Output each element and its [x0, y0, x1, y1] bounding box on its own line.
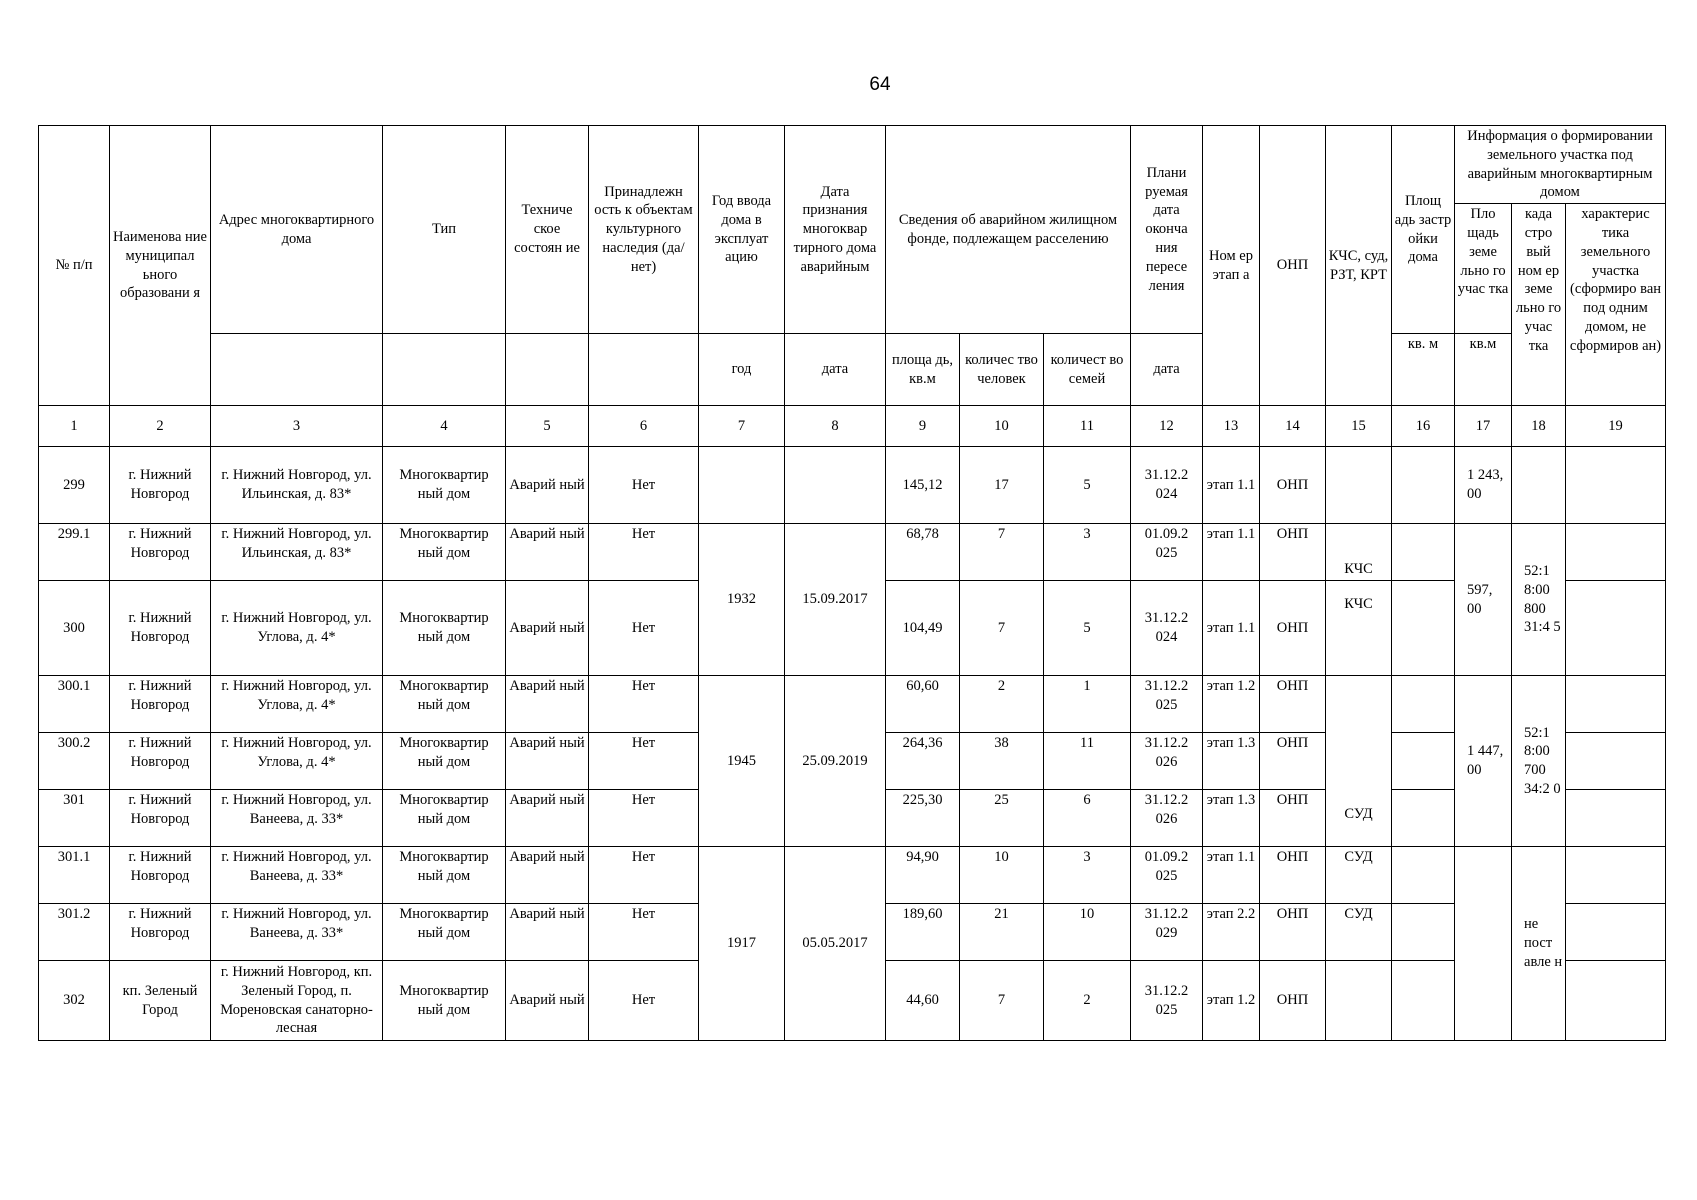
header-spacer	[589, 334, 699, 406]
cell-building-area	[1392, 961, 1455, 1041]
header-onp: ОНП	[1260, 126, 1326, 406]
cell-area: 145,12	[886, 447, 960, 524]
header-land-area: Пло щадь земе льно го учас тка	[1455, 204, 1512, 334]
cell-planned-date: 31.12.2 025	[1131, 676, 1203, 733]
header-tech-state: Техниче ское состоян ие	[506, 126, 589, 334]
cell-onp: ОНП	[1260, 904, 1326, 961]
cell-number: 300.2	[39, 733, 110, 790]
header-row-number: № п/п	[39, 126, 110, 406]
cell-planned-date: 31.12.2 029	[1131, 904, 1203, 961]
cell-people: 2	[960, 676, 1044, 733]
cell-families: 11	[1044, 733, 1131, 790]
column-number: 18	[1512, 406, 1566, 447]
cell-area: 68,78	[886, 524, 960, 581]
cell-number: 299.1	[39, 524, 110, 581]
cell-type: Многоквартир ный дом	[383, 447, 506, 524]
header-sub-people: количес тво человек	[960, 334, 1044, 406]
cell-stage: этап 1.1	[1203, 447, 1260, 524]
cell-number: 302	[39, 961, 110, 1041]
cell-land-area-merged	[1455, 847, 1512, 1041]
header-sub-building-area: кв. м	[1392, 334, 1455, 406]
cell-land-area: 1 243, 00	[1455, 447, 1512, 524]
cell-people: 10	[960, 847, 1044, 904]
cell-building-area	[1392, 581, 1455, 676]
cell-onp: ОНП	[1260, 961, 1326, 1041]
cell-characteristic	[1566, 581, 1666, 676]
header-sub-date: дата	[785, 334, 886, 406]
cell-kchs	[1326, 961, 1392, 1041]
cell-heritage: Нет	[589, 733, 699, 790]
cell-address: г. Нижний Новгород, ул. Ильинская, д. 83*	[211, 447, 383, 524]
page-number: 64	[869, 74, 891, 95]
cell-heritage: Нет	[589, 847, 699, 904]
cell-address: г. Нижний Новгород, ул. Углова, д. 4*	[211, 733, 383, 790]
cell-heritage: Нет	[589, 904, 699, 961]
column-number: 15	[1326, 406, 1392, 447]
cell-characteristic	[1566, 904, 1666, 961]
cell-address: г. Нижний Новгород, ул. Углова, д. 4*	[211, 676, 383, 733]
column-number: 4	[383, 406, 506, 447]
cell-planned-date: 31.12.2 026	[1131, 790, 1203, 847]
cell-area: 225,30	[886, 790, 960, 847]
cell-date	[785, 447, 886, 524]
cell-state: Аварий ный	[506, 447, 589, 524]
cell-heritage: Нет	[589, 676, 699, 733]
cell-year-merged: 1917	[699, 847, 785, 1041]
cell-stage: этап 2.2	[1203, 904, 1260, 961]
cell-people: 25	[960, 790, 1044, 847]
cell-year	[699, 447, 785, 524]
cell-kchs	[1326, 447, 1392, 524]
cell-area: 264,36	[886, 733, 960, 790]
cell-families: 10	[1044, 904, 1131, 961]
cell-address: г. Нижний Новгород, ул. Ильинская, д. 83*	[211, 524, 383, 581]
cell-address: г. Нижний Новгород, ул. Углова, д. 4*	[211, 581, 383, 676]
cell-state: Аварий ный	[506, 733, 589, 790]
cell-number: 300.1	[39, 676, 110, 733]
cell-characteristic	[1566, 961, 1666, 1041]
cell-onp: ОНП	[1260, 733, 1326, 790]
cell-stage: этап 1.2	[1203, 676, 1260, 733]
cell-building-area	[1392, 524, 1455, 581]
cell-building-area	[1392, 790, 1455, 847]
header-land-characteristic: характерис тика земельного участка (сформиро ван под одним домом, не сформиров ан)	[1566, 204, 1666, 406]
cell-date-merged: 25.09.2019	[785, 676, 886, 847]
cell-municipality: г. Нижний Новгород	[110, 847, 211, 904]
cell-heritage: Нет	[589, 790, 699, 847]
cell-people: 7	[960, 581, 1044, 676]
column-number: 2	[110, 406, 211, 447]
cell-municipality: г. Нижний Новгород	[110, 447, 211, 524]
cell-state: Аварий ный	[506, 904, 589, 961]
cell-municipality: г. Нижний Новгород	[110, 904, 211, 961]
cell-year-merged: 1932	[699, 524, 785, 676]
header-sub-area: площа дь, кв.м	[886, 334, 960, 406]
cell-heritage: Нет	[589, 524, 699, 581]
column-number: 13	[1203, 406, 1260, 447]
cell-onp: ОНП	[1260, 790, 1326, 847]
cell-type: Многоквартир ный дом	[383, 790, 506, 847]
cell-stage: этап 1.3	[1203, 733, 1260, 790]
header-type: Тип	[383, 126, 506, 334]
cell-address: г. Нижний Новгород, ул. Ванеева, д. 33*	[211, 904, 383, 961]
column-number: 17	[1455, 406, 1512, 447]
cell-families: 5	[1044, 581, 1131, 676]
cell-type: Многоквартир ный дом	[383, 676, 506, 733]
header-emergency-fund: Сведения об аварийном жилищном фонде, подлежащем расселению	[886, 126, 1131, 334]
cell-building-area	[1392, 447, 1455, 524]
cell-type: Многоквартир ный дом	[383, 581, 506, 676]
header-sub-land-area: кв.м	[1455, 334, 1512, 406]
emergency-housing-table	[38, 125, 1666, 1041]
cell-kchs: КЧС	[1326, 524, 1392, 581]
cell-heritage: Нет	[589, 961, 699, 1041]
column-number: 9	[886, 406, 960, 447]
cell-stage: этап 1.1	[1203, 524, 1260, 581]
cell-address: г. Нижний Новгород, ул. Ванеева, д. 33*	[211, 847, 383, 904]
cell-people: 21	[960, 904, 1044, 961]
header-stage: Ном ер этап а	[1203, 126, 1260, 406]
cell-stage: этап 1.1	[1203, 847, 1260, 904]
header-building-area: Площ адь застр ойки дома	[1392, 126, 1455, 334]
column-number: 12	[1131, 406, 1203, 447]
cell-type: Многоквартир ный дом	[383, 524, 506, 581]
cell-municipality: г. Нижний Новгород	[110, 733, 211, 790]
cell-planned-date: 01.09.2 025	[1131, 847, 1203, 904]
header-sub-families: количест во семей	[1044, 334, 1131, 406]
cell-characteristic	[1566, 847, 1666, 904]
header-municipality: Наименова ние муниципал ьного образовани я	[110, 126, 211, 406]
cell-number: 301.2	[39, 904, 110, 961]
header-kchs: КЧС, суд, РЗТ, КРТ	[1326, 126, 1392, 406]
cell-families: 2	[1044, 961, 1131, 1041]
column-number: 5	[506, 406, 589, 447]
cell-onp: ОНП	[1260, 847, 1326, 904]
cell-area: 60,60	[886, 676, 960, 733]
cell-onp: ОНП	[1260, 581, 1326, 676]
cell-area: 189,60	[886, 904, 960, 961]
cell-building-area	[1392, 904, 1455, 961]
cell-people: 7	[960, 524, 1044, 581]
cell-kchs: КЧС	[1326, 581, 1392, 676]
cell-stage: этап 1.1	[1203, 581, 1260, 676]
header-sub-year: год	[699, 334, 785, 406]
cell-number: 301	[39, 790, 110, 847]
cell-state: Аварий ный	[506, 581, 589, 676]
cell-building-area	[1392, 676, 1455, 733]
cell-cadastral-merged: 52:1 8:00 800 31:4 5	[1512, 524, 1566, 676]
cell-number: 299	[39, 447, 110, 524]
cell-area: 44,60	[886, 961, 960, 1041]
cell-municipality: г. Нижний Новгород	[110, 524, 211, 581]
cell-kchs: СУД	[1326, 904, 1392, 961]
column-number: 19	[1566, 406, 1666, 447]
cell-characteristic	[1566, 447, 1666, 524]
cell-planned-date: 31.12.2 026	[1131, 733, 1203, 790]
cell-date-merged: 05.05.2017	[785, 847, 886, 1041]
column-number: 10	[960, 406, 1044, 447]
column-number: 3	[211, 406, 383, 447]
column-number: 7	[699, 406, 785, 447]
cell-address: г. Нижний Новгород, кп. Зеленый Город, п. Мореновская санаторно-лесная	[211, 961, 383, 1041]
cell-families: 3	[1044, 847, 1131, 904]
cell-municipality: г. Нижний Новгород	[110, 676, 211, 733]
cell-characteristic	[1566, 790, 1666, 847]
cell-type: Многоквартир ный дом	[383, 961, 506, 1041]
cell-characteristic	[1566, 524, 1666, 581]
header-heritage: Принадлежн ость к объектам культурного наследия (да/нет)	[589, 126, 699, 334]
cell-heritage: Нет	[589, 447, 699, 524]
cell-state: Аварий ный	[506, 790, 589, 847]
cell-type: Многоквартир ный дом	[383, 733, 506, 790]
cell-municipality: г. Нижний Новгород	[110, 790, 211, 847]
cell-cadastral-merged: не пост авле н	[1512, 847, 1566, 1041]
cell-cadastral-merged: 52:1 8:00 700 34:2 0	[1512, 676, 1566, 847]
cell-onp: ОНП	[1260, 447, 1326, 524]
cell-state: Аварий ный	[506, 676, 589, 733]
header-sub-planned-date: дата	[1131, 334, 1203, 406]
header-spacer	[383, 334, 506, 406]
column-number: 1	[39, 406, 110, 447]
column-number: 14	[1260, 406, 1326, 447]
cell-municipality: кп. Зеленый Город	[110, 961, 211, 1041]
cell-stage: этап 1.3	[1203, 790, 1260, 847]
cell-state: Аварий ный	[506, 847, 589, 904]
cell-families: 6	[1044, 790, 1131, 847]
cell-building-area	[1392, 847, 1455, 904]
cell-people: 38	[960, 733, 1044, 790]
cell-planned-date: 01.09.2 025	[1131, 524, 1203, 581]
cell-cadastral	[1512, 447, 1566, 524]
cell-people: 7	[960, 961, 1044, 1041]
column-number: 16	[1392, 406, 1455, 447]
cell-year-merged: 1945	[699, 676, 785, 847]
cell-area: 104,49	[886, 581, 960, 676]
cell-type: Многоквартир ный дом	[383, 847, 506, 904]
table-row	[39, 524, 1666, 581]
cell-date-merged: 15.09.2017	[785, 524, 886, 676]
column-number: 11	[1044, 406, 1131, 447]
column-number: 8	[785, 406, 886, 447]
header-address: Адрес многоквартирного дома	[211, 126, 383, 334]
header-recognition-date: Дата признания многоквар тирного дома аварийным	[785, 126, 886, 334]
header-spacer	[211, 334, 383, 406]
header-year-built: Год ввода дома в эксплуат ацию	[699, 126, 785, 334]
cell-heritage: Нет	[589, 581, 699, 676]
cell-kchs-merged: СУД	[1326, 676, 1392, 847]
cell-planned-date: 31.12.2 024	[1131, 447, 1203, 524]
cell-families: 3	[1044, 524, 1131, 581]
cell-state: Аварий ный	[506, 961, 589, 1041]
cell-number: 301.1	[39, 847, 110, 904]
table-row	[39, 676, 1666, 733]
cell-families: 5	[1044, 447, 1131, 524]
table-row	[39, 847, 1666, 904]
cell-stage: этап 1.2	[1203, 961, 1260, 1041]
cell-address: г. Нижний Новгород, ул. Ванеева, д. 33*	[211, 790, 383, 847]
cell-building-area	[1392, 733, 1455, 790]
header-cadastral-number: када стро вый ном ер земе льно го учас тка	[1512, 204, 1566, 406]
cell-onp: ОНП	[1260, 676, 1326, 733]
cell-planned-date: 31.12.2 025	[1131, 961, 1203, 1041]
cell-people: 17	[960, 447, 1044, 524]
cell-kchs: СУД	[1326, 847, 1392, 904]
cell-land-area-merged: 597, 00	[1455, 524, 1512, 676]
cell-families: 1	[1044, 676, 1131, 733]
header-land-info: Информация о формировании земельного участка под аварийным многоквартирным домом	[1455, 126, 1666, 204]
header-spacer	[506, 334, 589, 406]
cell-municipality: г. Нижний Новгород	[110, 581, 211, 676]
table-row	[39, 447, 1666, 524]
cell-number: 300	[39, 581, 110, 676]
cell-area: 94,90	[886, 847, 960, 904]
cell-type: Многоквартир ный дом	[383, 904, 506, 961]
column-number: 6	[589, 406, 699, 447]
cell-onp: ОНП	[1260, 524, 1326, 581]
cell-state: Аварий ный	[506, 524, 589, 581]
header-planned-date: Плани руемая дата оконча ния пересе ления	[1131, 126, 1203, 334]
cell-land-area-merged: 1 447, 00	[1455, 676, 1512, 847]
cell-planned-date: 31.12.2 024	[1131, 581, 1203, 676]
cell-characteristic	[1566, 733, 1666, 790]
cell-characteristic	[1566, 676, 1666, 733]
